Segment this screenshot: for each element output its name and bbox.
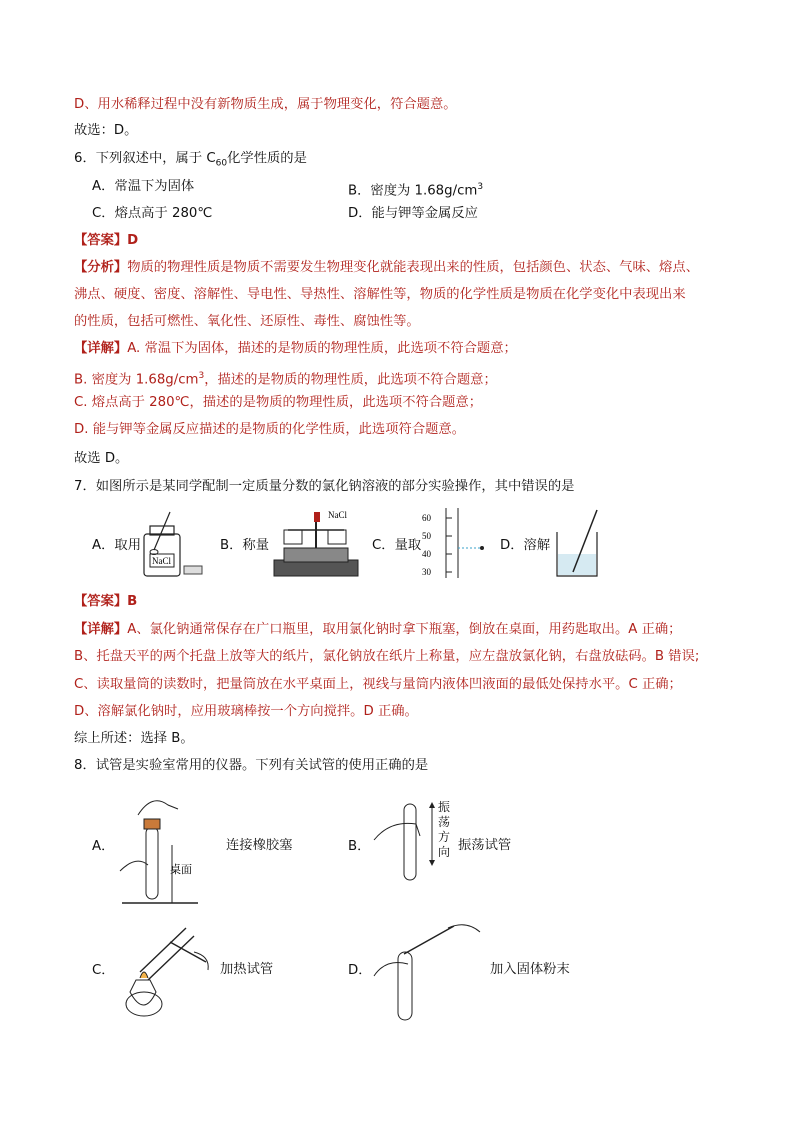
q7-summary: 综上所述：选择 B。 <box>74 731 194 746</box>
question-6: 6．下列叙述中，属于 $C_{60}$化学性质的是 <box>74 151 307 169</box>
q6-option-d: D．能与钾等金属反应 <box>348 206 478 221</box>
line-d-explanation: D、用水稀释过程中没有新物质生成，属于物理变化，符合题意。 <box>74 97 457 112</box>
q8-direction-label: 振 荡 方 向 <box>438 800 451 859</box>
q6-option-b: B．密度为 $1.68g/cm^3$ <box>348 182 484 199</box>
q7-answer: 【答案】B <box>74 594 138 609</box>
q6-option-c: C．熔点高于 280℃ <box>92 206 213 221</box>
q7-label-b: B．称量 <box>220 538 270 553</box>
heating-test-tube-figure <box>110 922 214 1022</box>
q8-label-a: A． <box>92 839 115 854</box>
q7-detail-c: C、读取量筒的读数时，把量筒放在水平桌面上，视线与量筒内液体凹液面的最低处保持水平。C 正确； <box>74 677 682 692</box>
question-8: 8．试管是实验室常用的仪器。下列有关试管的使用正确的是 <box>74 758 429 773</box>
q7-detail-a: 【详解】A、氯化钠通常保存在广口瓶里，取用氯化钠时拿下瓶塞，倒放在桌面，用药匙取出。A 正确； <box>74 622 682 637</box>
q7-label-c: C．量取 <box>372 538 422 553</box>
q6-detail-b: B. 密度为 $1.68g/cm^3$，描述的是物质的物理性质，此选项不符合题意； <box>74 371 497 388</box>
q8-label-c: C． <box>92 963 115 978</box>
svg-text:NaCl: NaCl <box>152 556 171 566</box>
q6-detail-c: C. 熔点高于 280℃，描述的是物质的物理性质，此选项不符合题意； <box>74 395 482 410</box>
q7-detail-b: B、托盘天平的两个托盘上放等大的纸片，氯化钠放在纸片上称量，应左盘放氯化钠，右盘放砝码。B 错误; <box>74 649 700 664</box>
svg-text:60: 60 <box>422 513 431 523</box>
balance-figure <box>270 508 362 580</box>
nacl-bottle-figure <box>140 510 206 580</box>
svg-text:50: 50 <box>422 531 431 541</box>
q8-caption-c: 加热试管 <box>220 962 274 977</box>
q7-detail-d: D、溶解氯化钠时，应用玻璃棒按一个方向搅拌。D 正确。 <box>74 704 418 719</box>
q6-option-a: A．常温下为固体 <box>92 179 195 194</box>
q8-caption-d: 加入固体粉末 <box>490 962 570 977</box>
answer-select-5: 故选：D。 <box>74 123 138 138</box>
q6-analysis-3: 的性质，包括可燃性、氧化性、还原性、毒性、腐蚀性等。 <box>74 314 420 329</box>
q7-label-a: A．取用 <box>92 538 141 553</box>
svg-text:40: 40 <box>422 549 431 559</box>
q6-answer: 【答案】D <box>74 233 139 248</box>
q6-analysis-2: 沸点、硬度、密度、溶解性、导电性、导热性、溶解性等，物质的化学性质是物质在化学变化中表现出来 <box>74 287 686 302</box>
test-tube-shake-figure <box>370 800 440 886</box>
q8-label-b: B． <box>348 839 371 854</box>
svg-text:NaCl: NaCl <box>328 510 347 520</box>
q8-label-d: D． <box>348 963 372 978</box>
q8-caption-a: 连接橡胶塞 <box>226 838 293 853</box>
beaker-figure <box>553 508 603 580</box>
q6-detail-a: 【详解】A. 常温下为固体，描述的是物质的物理性质，此选项不符合题意； <box>74 341 517 356</box>
svg-text:桌面: 桌面 <box>170 863 192 876</box>
cylinder-figure <box>418 506 488 580</box>
q7-label-d: D．溶解 <box>500 538 551 553</box>
q8-caption-b: 振荡试管 <box>458 838 512 853</box>
q6-detail-d: D. 能与钾等金属反应描述的是物质的化学性质，此选项符合题意。 <box>74 422 466 437</box>
q6-analysis-1: 【分析】物质的物理性质是物质不需要发生物理变化就能表现出来的性质，包括颜色、状态、气味、熔点、 <box>74 260 699 275</box>
svg-text:30: 30 <box>422 567 431 577</box>
q6-select: 故选 D。 <box>74 451 129 466</box>
test-tube-stopper-figure <box>118 785 200 910</box>
question-7: 7．如图所示是某同学配制一定质量分数的氯化钠溶液的部分实验操作，其中错误的是 <box>74 479 575 494</box>
powder-test-tube-figure <box>368 918 484 1022</box>
